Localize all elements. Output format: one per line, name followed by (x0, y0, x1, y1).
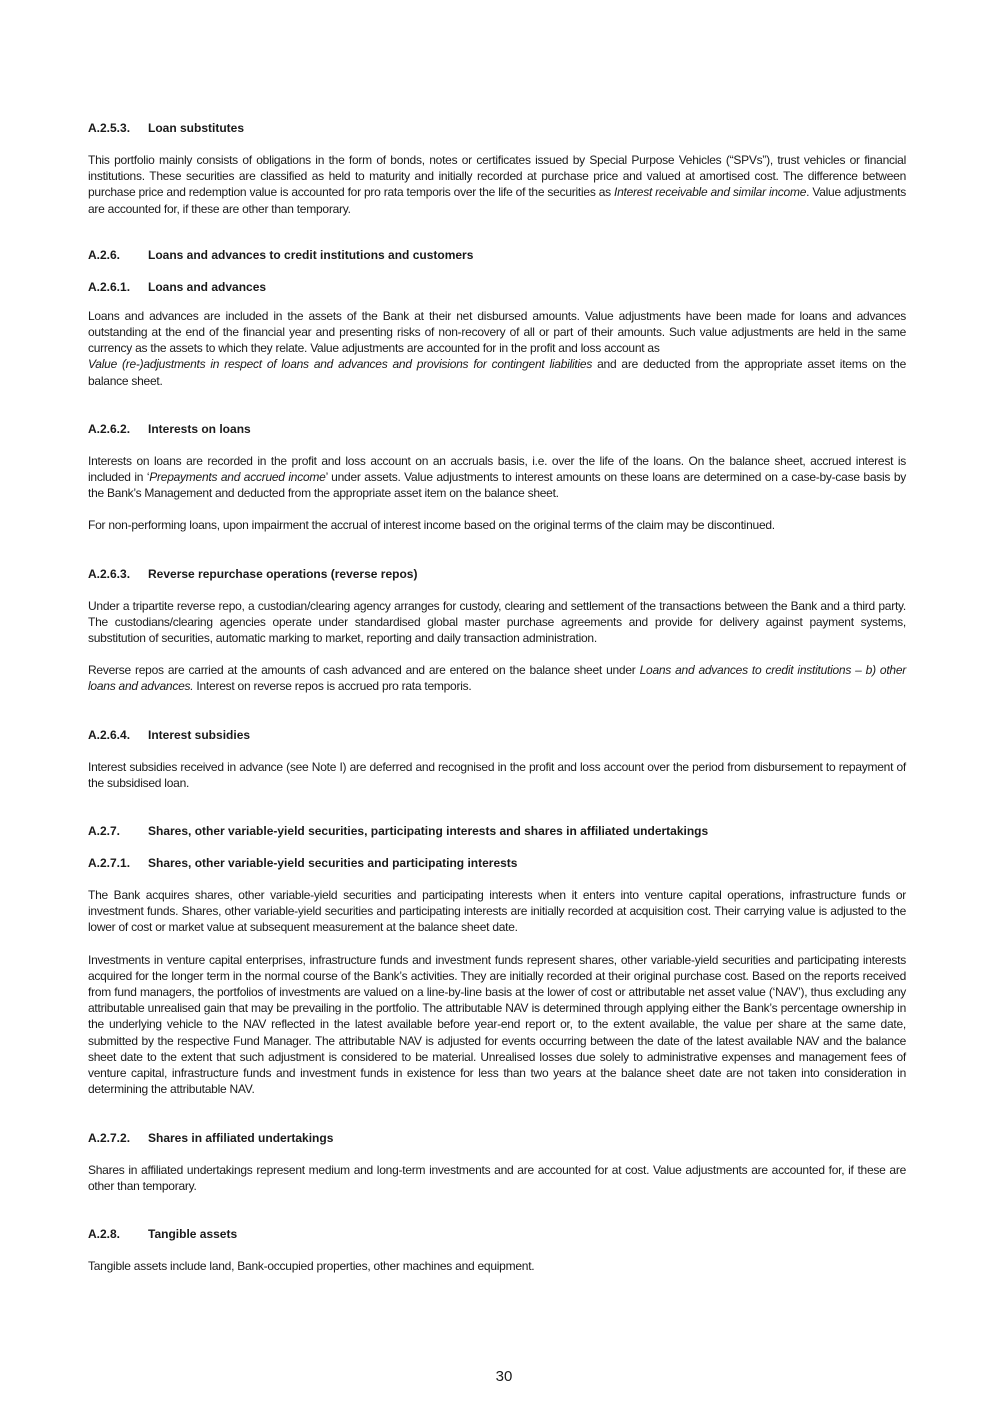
section-heading-a263 (88, 566, 906, 582)
section-number: A.2.6. (88, 247, 121, 262)
paragraph-reverse-repos (88, 662, 906, 694)
text-run: and are deducted from the appropriate asset items on the balance sheet. (88, 357, 907, 388)
section-heading-a28 (88, 1226, 906, 1242)
section-title: Loans and advances (148, 279, 267, 294)
section-heading-a261 (88, 279, 906, 295)
section-title: Reverse repurchase operations (reverse repos) (148, 566, 418, 581)
section-heading-a253 (88, 120, 906, 136)
section-title: Shares, other variable-yield securities and participating interests (148, 856, 518, 871)
section-number: A.2.7.1. (88, 856, 131, 871)
text-run: Loans and advances are included in the assets of the Bank at their net disbursed amounts. Value adjustments have been made for loans and advances outstanding at the end of the financial year and presenting risks of non-recovery of all or part of their amounts. Such value adjustments are held in the same currency as the assets to which they relate. Value adjustments are accounted for in the profit and loss account as (88, 308, 906, 356)
paragraph-interest-subsidies: Interest subsidies received in advance (see Note I) are deferred and recognised in the profit and loss account over the period from disbursement to repayment of the subsidised loan. (88, 759, 906, 790)
paragraph-loans-and-advances (88, 308, 906, 389)
section-heading-a272 (88, 1130, 906, 1146)
paragraph-affiliated-undertakings: Shares in affiliated undertakings represent medium and long-term investments and are accounted for at cost. Value adjustments are accounted for, if these are other than temporary. (88, 1162, 906, 1193)
section-title: Interests on loans (148, 421, 251, 436)
text-run: ’ under assets. Value adjustments to interest amounts on these loans are determined on a case-by-case basis by the Bank’s Management and deducted from the appropriate asset item on the balance sheet. (88, 470, 906, 501)
italic-term: Interest receivable and similar income (614, 185, 807, 200)
section-heading-a26 (88, 247, 906, 263)
section-number: A.2.7. (88, 824, 121, 839)
paragraph-bank-acquires-shares: The Bank acquires shares, other variable-yield securities and participating interests when it enters into venture capital operations, infrastructure funds or investment funds. Shares, other variable-yield securities and participating interests are initially recorded at acquisition cost. Their carrying value is adjusted to the lower of cost or market value at subsequent measurement at the balance sheet date. (88, 888, 906, 935)
paragraph-venture-capital-investments: Investments in venture capital enterprises, infrastructure funds and investment funds represent shares, other variable-yield securities and participating interests acquired for the longer term in the normal course of the Bank’s activities. They are initially recorded at their original purchase cost. Based on the reports received from fund managers, the portfolios of investments are valued on a line-by-line basis at the lower of cost or attributable net asset value (‘NAV’), thus excluding any attributable unrealised gain that may be prevailing in the portfolio. The attributable NAV is determined through applying either the Bank’s percentage ownership in the underlying vehicle to the NAV reflected in the latest available before year-end report or, to the extent available, the value per share at the same date, submitted by the respective Fund Manager. The attributable NAV is adjusted for events occurring between the date of the latest available NAV and the balance sheet date to the extent that such adjustment is considered to be material. Unrealised losses due solely to administrative expenses and management fees of venture capital, infrastructure funds and investment funds in existence for less than two years at the balance sheet date are not taken into consideration in determining the attributable NAV. (88, 952, 906, 1097)
section-title: Loan substitutes (148, 121, 245, 135)
section-title: Shares in affiliated undertakings (148, 1130, 334, 1145)
paragraph-interests-on-loans (88, 453, 906, 502)
section-title: Interest subsidies (148, 727, 251, 742)
section-heading-a27 (88, 823, 906, 839)
section-heading-a262 (88, 421, 906, 437)
section-title: Shares, other variable-yield securities, participating interests and shares in affiliated undertakings (148, 824, 709, 839)
italic-term: Value (re-)adjustments in respect of loans and advances and provisions for contingent liabilities (88, 357, 593, 372)
paragraph-loan-substitutes (88, 152, 906, 217)
section-title: Tangible assets (148, 1226, 238, 1241)
section-number: A.2.6.2. (88, 421, 131, 436)
text-run: Reverse repos are carried at the amounts of cash advanced and are entered on the balance sheet under (88, 663, 640, 678)
text-run: . Value adjustments are accounted for, if these are other than temporary. (88, 185, 906, 216)
page-number: 30 (495, 1368, 513, 1385)
text-run: This portfolio mainly consists of obligations in the form of bonds, notes or certificates issued by Special Purpose Vehicles (“SPVs”), trust vehicles or financial institutions. These securities are classified as held to maturity and initially recorded at purchase price and valued at amortised cost. The difference between purchase price and redemption value is accounted for pro rata temporis over the life of the securities as (88, 153, 906, 200)
section-number: A.2.8. (88, 1226, 121, 1241)
paragraph-tripartite-reverse-repo: Under a tripartite reverse repo, a custodian/clearing agency arranges for custody, clearing and settlement of the transactions between the Bank and a third party. The custodians/clearing agencies operate under standardised global master purchase agreements and provide for delivery against payment systems, substitution of securities, automatic marking to market, reporting and daily transaction administration. (88, 598, 906, 646)
document-page (88, 116, 906, 1274)
italic-term: Prepayments and accrued income (149, 470, 326, 485)
section-number: A.2.6.4. (88, 727, 131, 742)
section-number: A.2.6.3. (88, 566, 131, 581)
section-number: A.2.5.3. (88, 121, 131, 135)
text-run: Interests on loans are recorded in the profit and loss account on an accruals basis, i.e. over the life of the loans. On the balance sheet, accrued interest is included in ‘ (88, 453, 906, 485)
section-heading-a271 (88, 855, 906, 871)
section-heading-a264 (88, 727, 906, 743)
italic-term: Loans and advances to credit institutions – b) other loans and advances. (88, 663, 907, 694)
paragraph-non-performing-loans: For non-performing loans, upon impairment the accrual of interest income based on the original terms of the claim may be discontinued. (88, 518, 775, 533)
section-number: A.2.7.2. (88, 1130, 131, 1145)
paragraph-tangible-assets: Tangible assets include land, Bank-occupied properties, other machines and equipment. (88, 1258, 535, 1273)
section-number: A.2.6.1. (88, 279, 131, 294)
section-title: Loans and advances to credit institutions and customers (148, 247, 474, 262)
text-run: Interest on reverse repos is accrued pro rata temporis. (193, 679, 472, 694)
